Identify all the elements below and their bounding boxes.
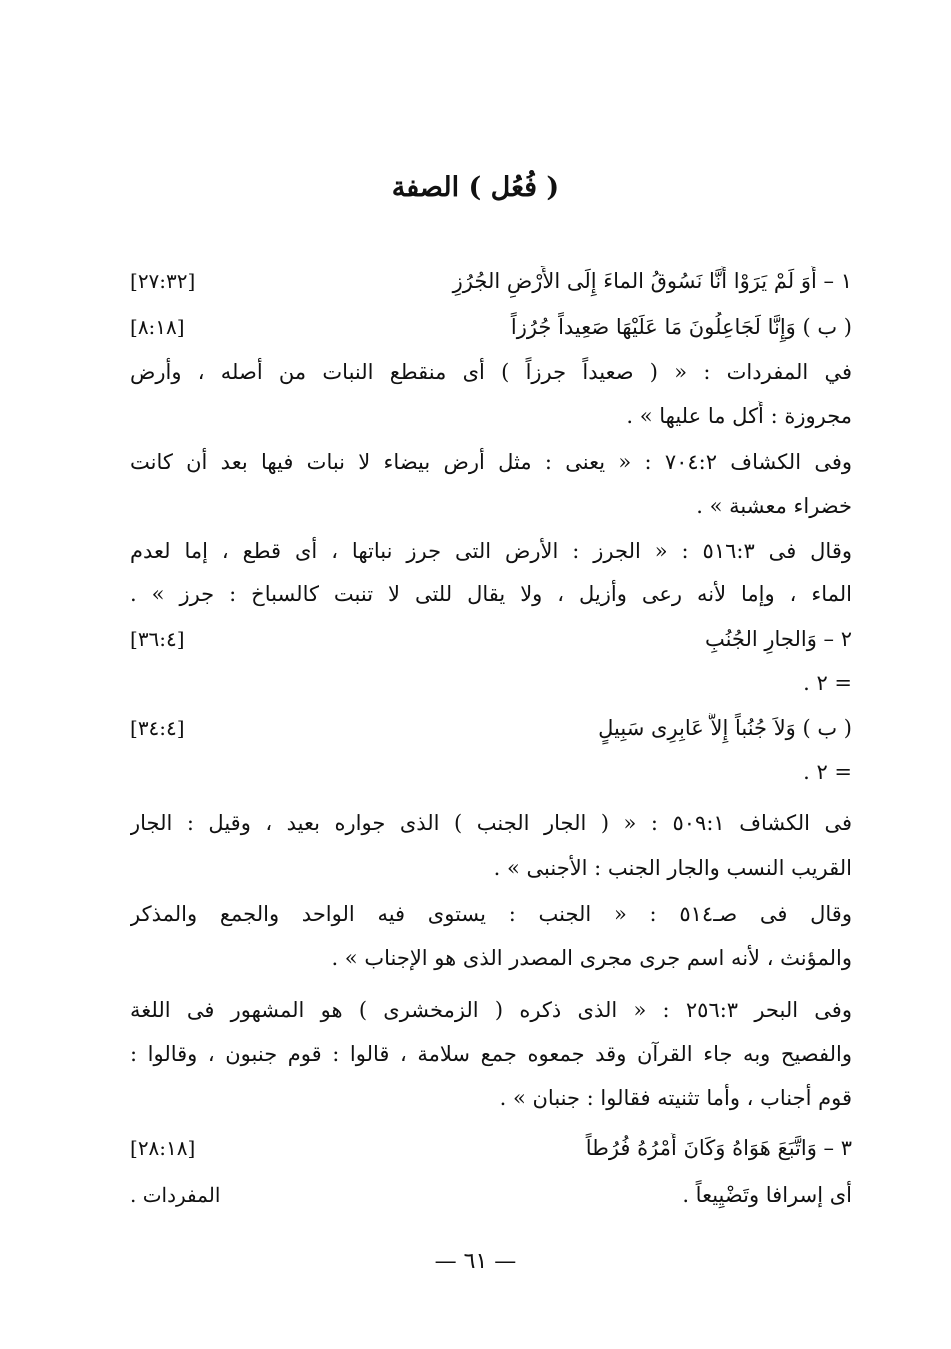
commentary-line: [130, 808, 852, 840]
line-text: قوم أجناب ، وأما تثنيته فقالوا : جنبان » .: [499, 1086, 852, 1110]
commentary-line: [130, 401, 852, 433]
verse-reference: [٣٦:٤]: [130, 627, 185, 651]
line-text: فى الكشاف ٥٠٩:١ : « ( الجار الجنب ) الذى جواره بعيد ، وقيل : الجار: [130, 811, 852, 835]
commentary-line: [130, 491, 852, 523]
verse-line-2b: [130, 713, 852, 745]
commentary-line: [130, 447, 852, 479]
line-text: ( ب ) وَلاَ جُنُباً إِلاَّ عَابِرِى سَبِيلٍ: [598, 716, 852, 740]
line-text: خضراء معشبة » .: [696, 494, 852, 518]
line-text: ( ب ) وَإِنَّا لَجَاعِلُونَ مَا عَلَيْهَا صَعِيداً جُرُزاً: [510, 315, 852, 339]
line-text: وفى البحر ٢٥٦:٣ : « الذى ذكره ( الزمخشرى ) هو المشهور فى اللغة: [130, 998, 852, 1022]
line-text: وفى الكشاف ٧٠٤:٢ : « يعنى : مثل أرض بيضاء لا نبات فيها بعد أن كانت: [130, 450, 852, 474]
section-title: ( فُعُل ) الصفة: [391, 172, 560, 203]
line-text: والمؤنث ، لأنه اسم جرى مجرى المصدر الذى هو الإجناب » .: [331, 946, 852, 970]
line-text: = ٢ .: [803, 671, 852, 695]
line-text: = ٢ .: [803, 760, 852, 784]
line-text: وقال فى صـ٥١٤ : « الجنب : يستوى فيه الواحد والجمع والمذكر: [130, 902, 852, 926]
line-text: أى إسرافا وتَضْيِيعاً .: [682, 1183, 852, 1207]
commentary-line: [130, 899, 852, 931]
verse-reference: [٣٤:٤]: [130, 716, 185, 740]
verse-reference: [٨:١٨]: [130, 315, 185, 339]
verse-line-1b: [130, 312, 852, 344]
source-note: المفردات .: [130, 1183, 221, 1207]
page-number: — ٦١ —: [434, 1249, 517, 1274]
line-text: مجروزة : أُكل ما عليها » .: [626, 404, 852, 428]
line-text: ٣ – وَاتَّبَعَ هَوَاهُ وَكَانَ أَمْرُهُ فُرُطاً: [585, 1136, 852, 1160]
cross-reference-line: [130, 668, 852, 700]
commentary-line: [130, 536, 852, 568]
line-text: وقال فى ٥١٦:٣ : « الجرز : الأرض التى جرز نباتها ، أى قطع ، إما لعدم: [130, 539, 852, 563]
line-text: والفصيح وبه جاء القرآن وقد جمعوه جمع سلامة ، قالوا : قوم جنبون ، وقالوا :: [130, 1042, 852, 1066]
verse-line-1: [130, 266, 852, 298]
verse-line-2: [130, 624, 852, 656]
commentary-line: [130, 1039, 852, 1071]
commentary-line: [130, 995, 852, 1027]
commentary-line: [130, 943, 852, 975]
verse-reference: [٢٨:١٨]: [130, 1136, 196, 1160]
verse-reference: [٢٧:٣٢]: [130, 269, 196, 293]
commentary-line: [130, 853, 852, 885]
line-text: ٢ – وَالجارِ الجُنُبِ: [704, 627, 852, 651]
line-text: في المفردات : « ( صعيداً جرزاً ) أى منقطع النبات من أصله ، وأرض: [130, 360, 852, 384]
commentary-line: [130, 1083, 852, 1115]
verse-line-3: [130, 1133, 852, 1165]
commentary-line: [130, 1180, 852, 1212]
cross-reference-line: [130, 757, 852, 789]
commentary-line: [130, 579, 852, 611]
line-text: القريب النسب والجار الجنب : الأجنبى » .: [493, 856, 852, 880]
commentary-line: [130, 357, 852, 389]
line-text: ١ – أَوَ لَمْ يَرَوْا أَنَّا نَسُوقُ الماءَ إِلَى الأَرْضِ الجُرُزِ: [452, 269, 852, 293]
line-text: الماء ، وإما لأنه رعى وأزيل ، ولا يقال للتى لا تنبت كالسباخ : جرز » .: [130, 582, 852, 606]
